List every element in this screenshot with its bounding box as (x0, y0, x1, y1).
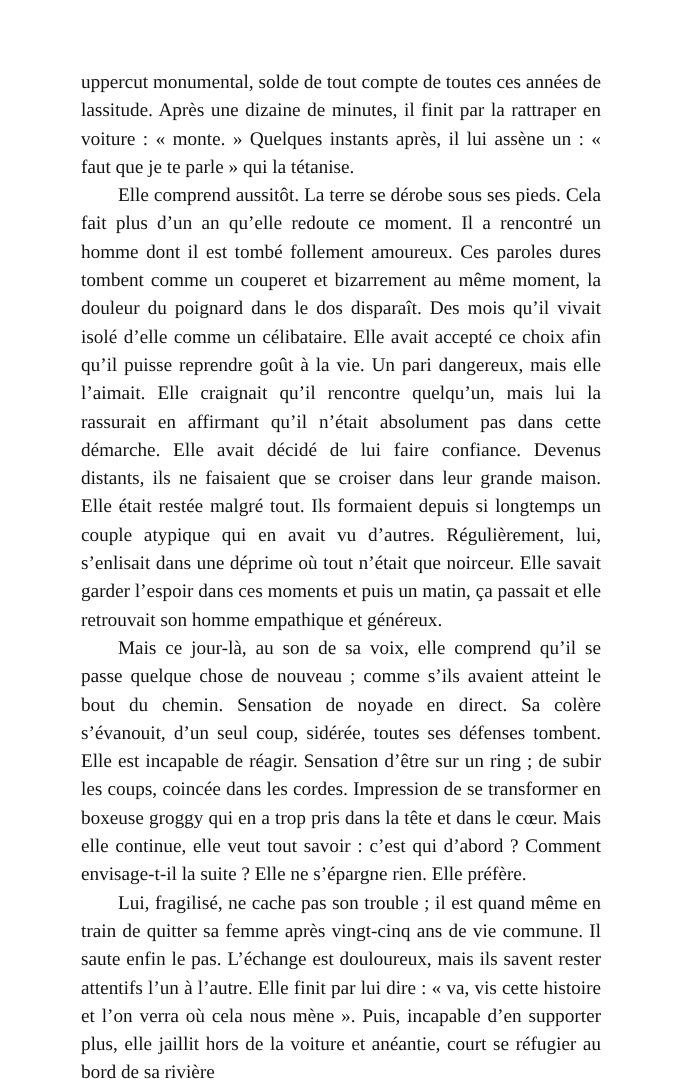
body-text (81, 69, 601, 1088)
paragraph: Mais ce jour-là, au son de sa voix, elle comprend qu’il se passe quelque chose de nouveau ; comme s’ils avaient atteint le bout du chemin. Sensation de noyade en direct. Sa colère s’évanouit, d’un seul coup, sidérée, toutes ses défenses tombent. Elle est incapable de réagir. Sensation d’être sur un ring ; de subir les coups, coincée dans les cordes. Impression de se transformer en boxeuse groggy qui en a trop pris dans la tête et dans le cœur. Mais elle continue, elle veut tout savoir : c’est qui d’abord ? Comment envisage-t-il la suite ? Elle ne s’épargne rien. Elle préfère. (81, 637, 601, 886)
paragraph: Elle comprend aussitôt. La terre se dérobe sous ses pieds. Cela fait plus d’un an qu’elle redoute ce moment. Il a rencontré un homme dont il est tombé follement amoureux. Ces paroles dures tombent comme un couperet et bizarrement au même moment, la douleur du poignard dans le dos disparaît. Des mois qu’il vivait isolé d’elle comme un célibataire. Elle avait accepté ce choix afin qu’il puisse reprendre goût à la vie. Un pari dangereux, mais elle l’aimait. Elle craignait qu’il rencontre quelqu’un, mais lui la rassurait en affirmant qu’il n’était absolument pas dans cette démarche. Elle avait décidé de lui faire confiance. Devenus distants, ils ne faisaient que se croiser dans leur grande maison. Elle était restée malgré tout. Ils formaient depuis si longtemps un couple atypique qui en avait vu d’autres. Régulièrement, lui, s’enlisait dans une déprime où tout n’était que noirceur. Elle savait garder l’espoir dans ces moments et puis un matin, ça passait et elle retrouvait son homme empathique et généreux. (81, 185, 601, 631)
paragraph: Lui, fragilisé, ne cache pas son trouble ; il est quand même en train de quitter sa femme après vingt-cinq ans de vie commune. Il saute enfin le pas. L’échange est douloureux, mais ils savent rester attentifs l’un à l’autre. Elle finit par lui dire : « va, vis cette histoire et l’on verra où cela nous mène ». Puis, incapable d’en supporter plus, elle jaillit hors de la voiture et anéantie, court se réfugier au bord de sa rivière (81, 892, 601, 1084)
paragraph-continuation: uppercut monumental, solde de tout compte de toutes ces années de lassitude. Après une dizaine de minutes, il finit par la rattraper en voiture : « monte. » Quelques instants après, il lui assène un : « faut que je te parle » qui la tétanise. (81, 72, 601, 178)
